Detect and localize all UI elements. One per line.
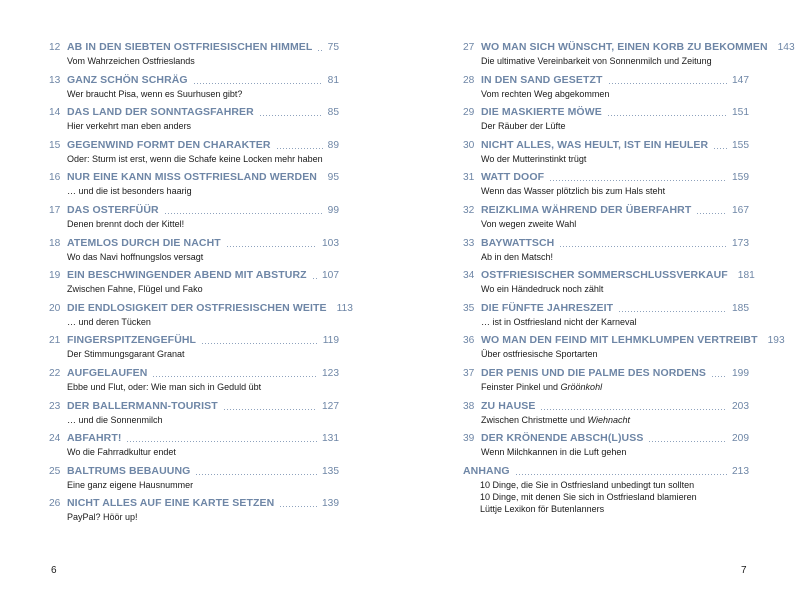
anhang-title[interactable]: ANHANG [463,464,510,477]
chapter-number: 32 [463,204,475,216]
chapter-title[interactable]: WATT DOOF [481,171,545,184]
dot-leader [540,408,727,411]
chapter-title[interactable]: BALTRUMS BEBAUUNG [67,464,191,477]
anhang-item: 10 Dinge, mit denen Sie sich in Ostfriesland blamieren [480,491,697,502]
toc-entry-heading [463,301,749,316]
dot-leader [607,114,727,117]
chapter-subtitle: Wo das Navi hoffnungslos versagt [67,251,204,262]
toc-entry-heading [463,333,785,348]
toc-entry[interactable] [49,268,339,301]
chapter-number: 17 [49,204,61,216]
chapter-number: 22 [49,367,61,379]
dot-leader [322,179,323,182]
toc-entry-heading [49,203,339,218]
chapter-subtitle-text: Zwischen Christmette und [481,414,588,425]
toc-entry[interactable] [463,301,749,334]
chapter-number: 36 [463,335,475,347]
toc-entry-heading [49,366,339,381]
toc-entry-heading [49,170,339,185]
toc-entry-heading [463,105,749,120]
toc-entry[interactable] [463,431,749,464]
chapter-subtitle-text: Feinster Pinkel und [481,381,561,392]
dot-leader [276,147,323,150]
chapter-title[interactable]: AB IN DEN SIEBTEN OSTFRIESISCHEN HIMMEL [67,41,313,53]
chapter-title[interactable]: NICHT ALLES, WAS HEULT, IST EIN HEULER [481,138,709,151]
toc-entry-heading [463,431,749,446]
dot-leader [279,505,317,508]
chapter-page: 113 [336,302,353,314]
toc-entry[interactable] [463,366,749,399]
chapter-number: 39 [463,433,475,445]
toc-entry-heading [463,399,749,414]
chapter-number: 16 [49,172,61,184]
chapter-title[interactable]: DIE ENDLOSIGKEIT DER OSTFRIESISCHEN WEITE [67,301,327,314]
dot-leader [312,277,317,280]
toc-entry-heading [49,138,339,153]
chapter-number: 12 [49,42,61,53]
toc-entry[interactable] [49,73,339,106]
chapter-title[interactable]: GEGENWIND FORMT DEN CHARAKTER [67,138,271,151]
chapter-subtitle: Von wegen zweite Wahl [481,218,577,229]
toc-entry[interactable] [463,73,749,106]
chapter-page: 199 [732,367,749,379]
anhang-page: 213 [732,465,749,477]
toc-entry[interactable] [463,236,749,269]
toc-entry-heading [463,203,749,218]
toc-entry-heading [49,496,339,511]
toc-entry-heading [463,73,749,88]
chapter-title[interactable]: DIE FÜNFTE JAHRESZEIT [481,301,614,314]
chapter-page: 139 [322,498,339,510]
chapter-subtitle: Wer braucht Pisa, wenn es Suurhusen gibt? [67,88,243,99]
toc-entry[interactable] [49,431,339,464]
chapter-page: 123 [322,367,339,379]
dot-leader [223,408,317,411]
toc-entry-heading [49,301,353,316]
toc-entry-heading [49,333,339,348]
chapter-title[interactable]: GANZ SCHÖN SCHRÄG [67,73,188,86]
chapter-page: 85 [327,107,339,119]
chapter-title[interactable]: FINGERSPITZENGEFÜHL [67,334,197,347]
anhang-item: Lüttje Lexikon för Butenlanners [480,504,605,515]
chapter-number: 24 [49,433,61,445]
chapter-subtitle: Die ultimative Vereinbarkeit von Sonnenmilch und Zeitung [481,56,712,66]
toc-entry[interactable] [49,496,339,529]
toc-entry[interactable] [49,170,339,203]
toc-entry-heading [49,73,339,88]
chapter-number: 38 [463,400,475,412]
chapter-page: 209 [732,433,749,445]
chapter-title[interactable]: AUFGELAUFEN [67,366,148,379]
toc-entry[interactable] [49,203,339,236]
chapter-subtitle: … und die ist besonders haarig [67,186,192,197]
chapter-page: 193 [767,335,785,347]
chapter-subtitle: Wenn das Wasser plötzlich bis zum Hals steht [481,186,666,197]
page-number-left: 6 [51,565,57,576]
chapter-page: 103 [322,237,339,249]
toc-entry[interactable] [463,333,785,366]
chapter-number: 27 [463,42,475,53]
chapter-number: 34 [463,270,475,282]
chapter-number: 29 [463,107,475,119]
chapter-page: 89 [327,139,339,151]
dot-leader [549,179,727,182]
chapter-subtitle: Vom rechten Weg abgekommen [481,88,610,99]
chapter-subtitle: Wo die Fahrradkultur endet [67,447,176,458]
toc-right-column [463,40,795,515]
chapter-page: 81 [327,74,339,86]
dot-leader [193,82,323,85]
chapter-subtitle: Der Räuber der Lüfte [481,121,566,132]
chapter-page: 181 [737,270,755,282]
chapter-subtitle [463,381,749,393]
dot-leader [618,310,727,313]
chapter-title[interactable]: ZU HAUSE [481,399,536,412]
chapter-page: 131 [322,433,339,445]
chapter-subtitle: Hier verkehrt man eben anders [67,121,192,132]
chapter-page: 119 [322,335,339,347]
dot-leader [317,49,322,52]
dot-leader [559,245,727,248]
chapter-subtitle [463,414,749,426]
chapter-page: 95 [327,172,339,184]
toc-entry[interactable] [49,366,339,399]
dot-leader [713,147,727,150]
chapter-number: 26 [49,498,61,510]
chapter-number: 15 [49,139,61,151]
toc-entry-heading [463,464,749,479]
dot-leader [201,342,318,345]
chapter-title[interactable]: DAS OSTERFÜÜR [67,203,159,216]
chapter-subtitle: Ebbe und Flut, oder: Wie man sich in Geduld übt [67,381,262,392]
chapter-page: 147 [732,74,749,86]
chapter-subtitle: Denen brennt doch der Kittel! [67,218,185,229]
chapter-title[interactable]: DIE MASKIERTE MÖWE [481,106,602,119]
chapter-subtitle: Der Stimmungsgarant Granat [67,349,185,360]
chapter-page: 203 [732,400,749,412]
chapter-title[interactable]: DER BALLERMANN-TOURIST [67,399,218,412]
chapter-title[interactable]: IN DEN SAND GESETZT [481,73,603,86]
chapter-page: 167 [732,204,749,216]
chapter-page: 159 [732,172,749,184]
toc-entry-heading [463,236,749,251]
chapter-page: 99 [327,204,339,216]
chapter-title[interactable]: WO MAN DEN FEIND MIT LEHMKLUMPEN VERTREIBT [481,334,758,347]
chapter-page: 143 [777,42,795,53]
chapter-title[interactable]: WO MAN SICH WÜNSCHT, EINEN KORB ZU BEKOMMEN [481,41,768,53]
chapter-page: 173 [732,237,749,249]
toc-entry[interactable] [463,40,795,73]
chapter-title[interactable]: ATEMLOS DURCH DIE NACHT [67,236,221,249]
chapter-number: 35 [463,302,475,314]
anhang-item: 10 Dinge, die Sie in Ostfriesland unbedingt tun sollten [480,479,695,490]
toc-entry[interactable] [49,40,339,73]
dot-leader [515,473,727,476]
chapter-number: 14 [49,107,61,119]
toc-entry[interactable] [463,268,755,301]
toc-entry[interactable] [463,105,749,138]
chapter-title[interactable]: DAS LAND DER SONNTAGSFAHRER [67,106,254,119]
chapter-title[interactable]: ABFAHRT! [67,432,122,445]
toc-entry-heading [463,170,749,185]
dot-leader [648,440,727,443]
chapter-number: 37 [463,367,475,379]
chapter-subtitle: … und deren Tücken [67,316,151,327]
chapter-subtitle-italic: Wiehnacht [587,414,630,425]
toc-entry[interactable] [49,105,339,138]
chapter-subtitle: Wo der Mutterinstinkt trügt [481,153,587,164]
chapter-number: 25 [49,465,61,477]
chapter-page: 75 [327,42,339,53]
toc-entry-heading [463,268,755,283]
dot-leader [226,245,317,248]
chapter-subtitle: Über ostfriesische Sportarten [481,349,598,360]
toc-entry-heading [463,366,749,381]
chapter-subtitle: … und die Sonnenmilch [67,414,163,425]
toc-entry-heading [49,105,339,120]
toc-entry-heading [49,399,339,414]
toc-entry-heading [463,40,795,55]
chapter-title[interactable]: NICHT ALLES AUF EINE KARTE SETZEN [67,497,275,510]
chapter-page: 151 [732,107,749,119]
toc-entry-heading [49,236,339,251]
chapter-subtitle: Oder: Sturm ist erst, wenn die Schafe keine Locken mehr haben [67,153,323,164]
chapter-page: 155 [732,139,749,151]
toc-entry[interactable] [49,236,339,269]
chapter-subtitle: PayPal? Höör up! [67,512,138,523]
page-number-right: 7 [741,565,747,576]
chapter-title[interactable]: NUR EINE KANN MISS OSTFRIESLAND WERDEN [67,171,317,184]
chapter-number: 31 [463,172,475,184]
toc-entry[interactable] [463,203,749,236]
toc-entry[interactable] [463,138,749,171]
toc-entry[interactable] [49,464,339,497]
chapter-number: 23 [49,400,61,412]
chapter-title[interactable]: DER KRÖNENDE ABSCH(L)USS [481,432,644,445]
chapter-title[interactable]: DER PENIS UND DIE PALME DES NORDENS [481,366,706,379]
chapter-subtitle: … ist in Ostfriesland nicht der Karneval [481,316,637,327]
chapter-title[interactable]: BAYWATTSCH [481,236,555,249]
toc-entry-heading [49,268,339,283]
toc-entry[interactable] [49,301,353,334]
chapter-subtitle: Wo ein Händedruck noch zählt [481,284,604,295]
chapter-number: 28 [463,74,475,86]
chapter-number: 18 [49,237,61,249]
chapter-page: 127 [322,400,339,412]
chapter-page: 135 [322,465,339,477]
chapter-page: 107 [322,270,339,282]
dot-leader [152,375,317,378]
toc-entry-heading [49,431,339,446]
toc-entry[interactable] [463,399,749,432]
chapter-title[interactable]: REIZKLIMA WÄHREND DER ÜBERFAHRT [481,203,692,216]
dot-leader [259,114,323,117]
chapter-title[interactable]: OSTFRIESISCHER SOMMERSCHLUSSVERKAUF [481,269,728,282]
chapter-title[interactable]: EIN BESCHWINGENDER ABEND MIT ABSTURZ [67,269,307,282]
chapter-number: 21 [49,335,61,347]
toc-entry-heading [49,40,339,55]
toc-entry[interactable] [49,333,339,366]
toc-entry-heading [49,464,339,479]
toc-left-column [49,40,353,529]
toc-entry[interactable] [49,138,339,171]
chapter-subtitle-italic: Gröönkohl [560,381,603,392]
toc-entry-anhang[interactable] [463,464,749,515]
dot-leader [126,440,317,443]
dot-leader [608,82,728,85]
chapter-number: 20 [49,302,61,314]
chapter-number: 13 [49,74,61,86]
toc-entry-heading [463,138,749,153]
dot-leader [164,212,323,215]
toc-entry[interactable] [49,399,339,432]
chapter-number: 33 [463,237,475,249]
chapter-subtitle: Ab in den Matsch! [481,251,554,262]
chapter-number: 19 [49,270,61,282]
chapter-page: 185 [732,302,749,314]
chapter-subtitle: Eine ganz eigene Hausnummer [67,479,194,490]
dot-leader [195,473,317,476]
anhang-list [463,479,749,516]
chapter-subtitle: Vom Wahrzeichen Ostfrieslands [67,56,195,66]
toc-entry[interactable] [463,170,749,203]
dot-leader [711,375,727,378]
chapter-subtitle: Zwischen Fahne, Flügel und Fako [67,284,203,295]
chapter-subtitle: Wenn Milchkannen in die Luft gehen [481,447,627,458]
chapter-number: 30 [463,139,475,151]
dot-leader [696,212,727,215]
